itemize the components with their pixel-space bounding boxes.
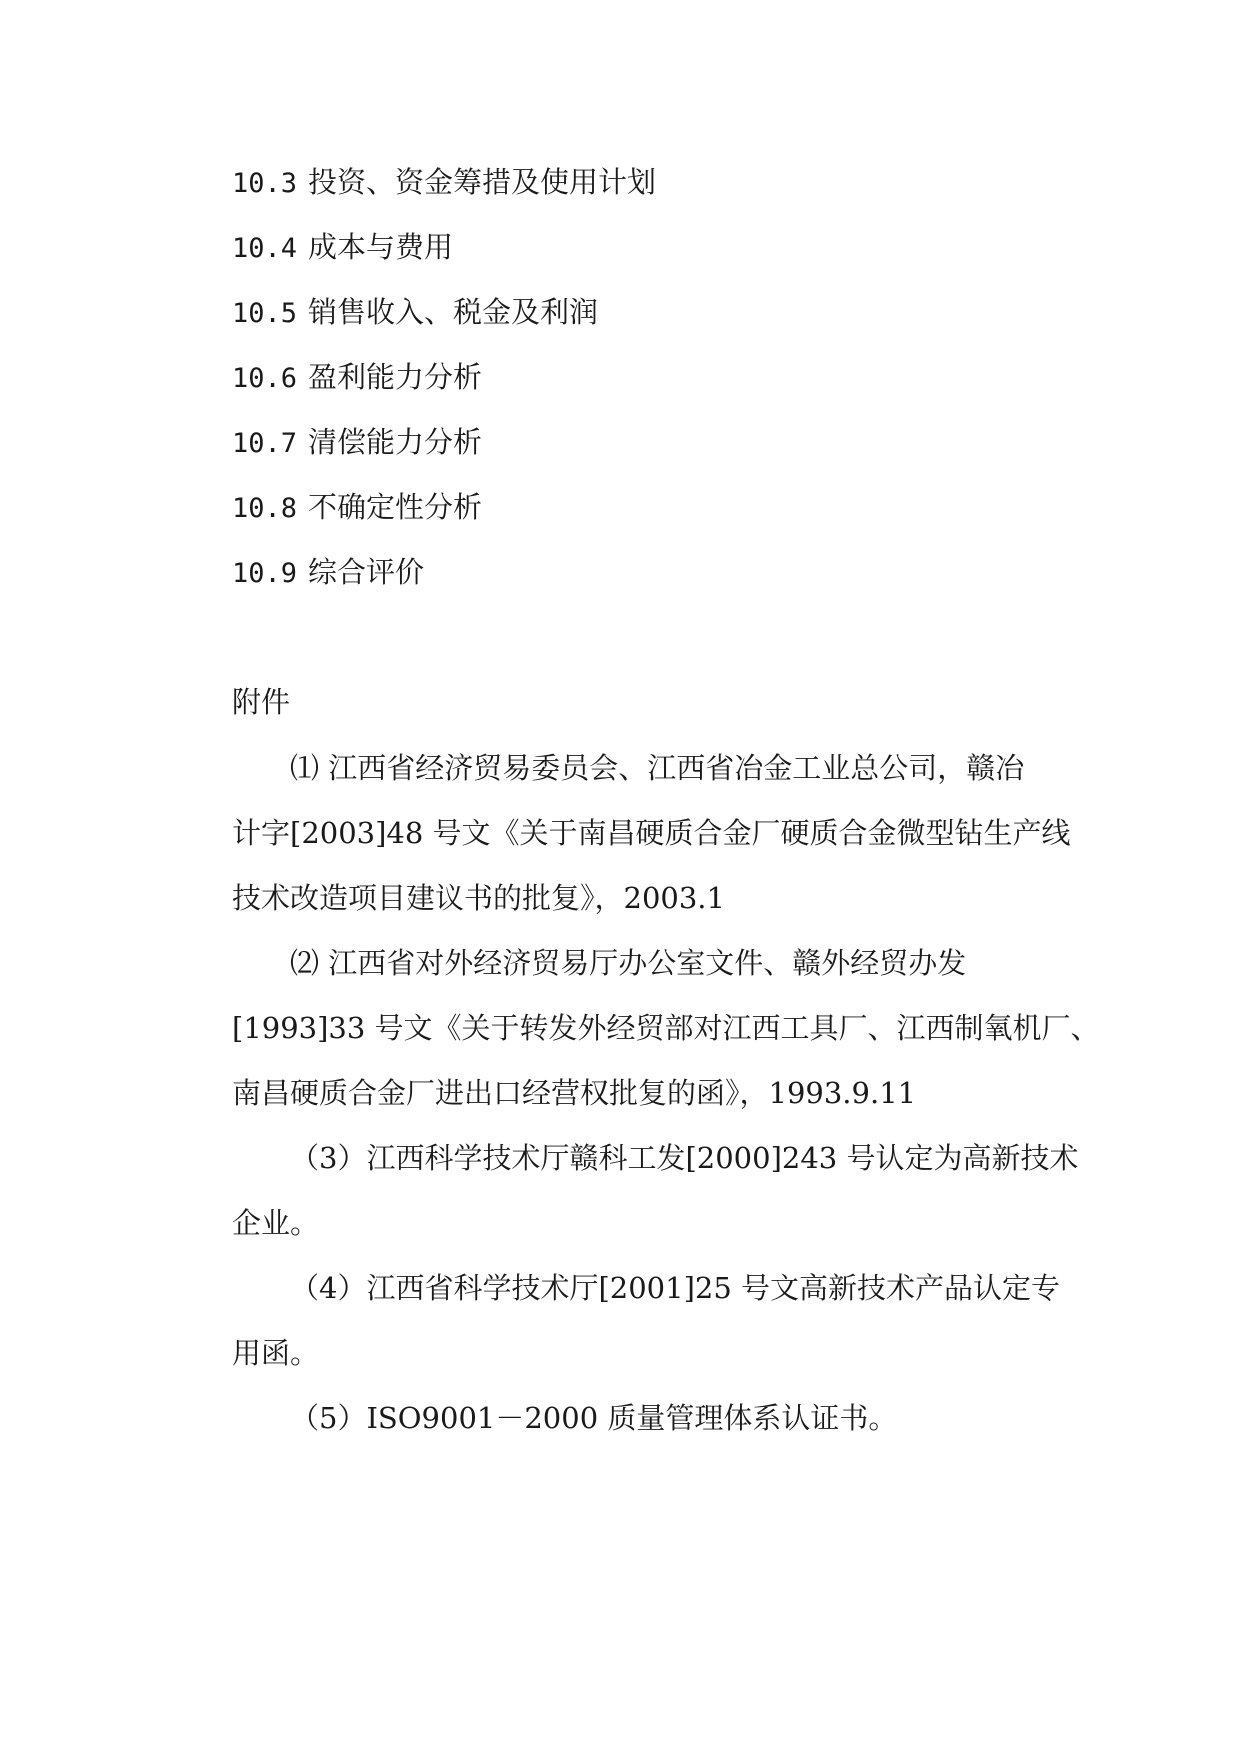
toc-title: 盈利能力分析 xyxy=(308,360,483,394)
toc-item xyxy=(232,487,482,529)
toc-number: 10.4 xyxy=(232,233,298,264)
appendix-item-line: （3）江西科学技术厅赣科工发[2000]243 号认定为高新技术 xyxy=(290,1141,1079,1175)
toc-number: 10.9 xyxy=(232,558,298,589)
toc-item xyxy=(232,227,453,269)
toc-title: 清偿能力分析 xyxy=(308,425,483,459)
toc-item xyxy=(232,422,482,464)
appendix-item-line: 用函。 xyxy=(232,1336,320,1370)
toc-item xyxy=(232,292,598,334)
toc-item xyxy=(232,357,482,399)
toc-item xyxy=(232,552,424,594)
toc-number: 10.5 xyxy=(232,298,298,329)
appendix-item-line: 南昌硬质合金厂进出口经营权批复的函》，1993.9.11 xyxy=(232,1076,917,1110)
appendix-item-line: 技术改造项目建议书的批复》，2003.1 xyxy=(232,881,725,915)
toc-number: 10.6 xyxy=(232,363,298,394)
appendix-item-line: ⑴ 江西省经济贸易委员会、江西省冶金工业总公司，赣冶 xyxy=(290,751,1025,785)
appendix-item-line: ⑵ 江西省对外经济贸易厅办公室文件、赣外经贸办发 xyxy=(290,946,967,980)
toc-title: 销售收入、税金及利润 xyxy=(308,295,599,329)
appendix-item-line: [1993]33 号文《关于转发外经贸部对江西工具厂、江西制氧机厂、 xyxy=(232,1011,1100,1045)
appendix-heading: 附件 xyxy=(232,685,291,719)
toc-title: 综合评价 xyxy=(308,555,425,589)
toc-item xyxy=(232,162,656,204)
toc-title: 投资、资金筹措及使用计划 xyxy=(308,165,657,199)
toc-number: 10.8 xyxy=(232,493,298,524)
appendix-item-line: 企业。 xyxy=(232,1206,320,1240)
toc-title: 不确定性分析 xyxy=(308,490,483,524)
appendix-item-line: 计字[2003]48 号文《关于南昌硬质合金厂硬质合金微型钻生产线 xyxy=(232,816,1071,850)
toc-title: 成本与费用 xyxy=(308,230,454,264)
appendix-item-line: （4）江西省科学技术厅[2001]25 号文高新技术产品认定专 xyxy=(290,1271,1061,1305)
toc-number: 10.7 xyxy=(232,428,298,459)
appendix-item-line: （5）ISO9001－2000 质量管理体系认证书。 xyxy=(290,1401,898,1435)
toc-number: 10.3 xyxy=(232,168,298,199)
